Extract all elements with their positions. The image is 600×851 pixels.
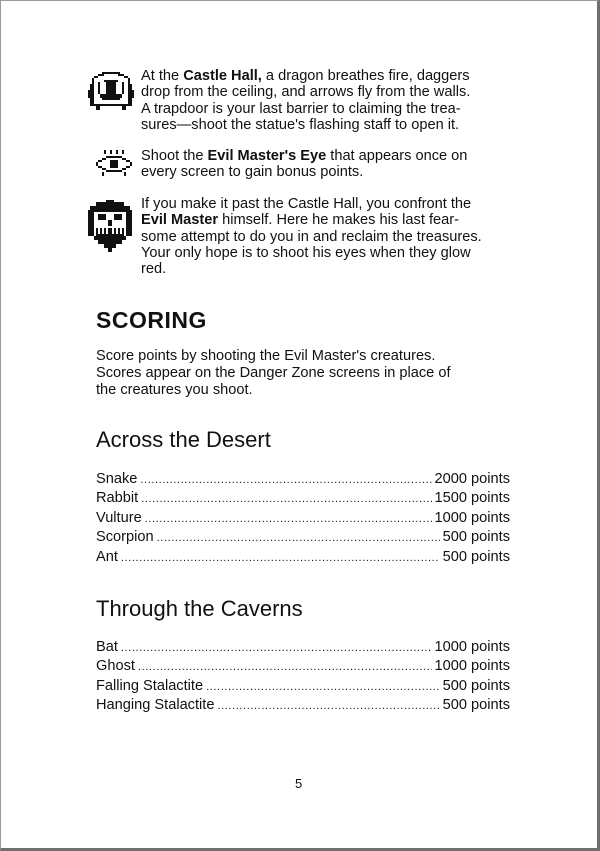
dot-leader (121, 639, 432, 657)
points-value: 1000 points (434, 639, 510, 655)
creature-name: Falling Stalactite (96, 677, 204, 694)
page-number: 5 (295, 776, 303, 791)
points-value: 500 points (442, 529, 510, 546)
score-row (96, 470, 510, 489)
creature-name: Vulture (96, 509, 142, 526)
evil-eye-text (141, 148, 521, 181)
points-value: 1000 points (434, 509, 510, 526)
intro-line: the creatures you shoot. (96, 382, 253, 398)
creature-name: Ghost (96, 658, 135, 675)
scoring-heading: SCORING (96, 307, 207, 333)
score-row (96, 528, 510, 547)
castle-hall-text (141, 68, 521, 133)
text-line: some attempt to do you in and reclaim the treasures. (141, 228, 482, 245)
text-line: At the Castle Hall, a dragon breathes fire, daggers (141, 68, 470, 84)
dot-leader (217, 697, 439, 715)
dot-leader (145, 510, 432, 528)
dot-leader (140, 471, 431, 489)
text-line: Evil Master himself. Here he makes his last fear- (141, 212, 459, 229)
intro-line: Scores appear on the Danger Zone screens in place of (96, 365, 451, 381)
score-list-desert (96, 470, 510, 567)
score-row (96, 677, 510, 696)
points-value: 2000 points (434, 471, 510, 487)
castle-hall-icon (88, 72, 134, 112)
score-list-caverns (96, 638, 510, 716)
dot-leader (121, 549, 440, 567)
score-row (96, 638, 510, 657)
intro-line: Score points by shooting the Evil Master's creatures. (96, 348, 436, 364)
text-line: Shoot the Evil Master's Eye that appears once on (141, 148, 468, 164)
score-row (96, 509, 510, 528)
creature-name: Hanging Stalactite (96, 697, 215, 714)
evil-master-text (141, 196, 521, 277)
score-row (96, 657, 510, 676)
creature-name: Rabbit (96, 490, 139, 507)
creature-name: Bat (96, 639, 118, 655)
score-row (96, 489, 510, 508)
section-title-desert: Across the Desert (96, 427, 271, 452)
creature-name: Ant (96, 548, 118, 565)
dot-leader (206, 678, 440, 696)
evil-master-icon (88, 200, 132, 252)
section-title-caverns: Through the Caverns (96, 596, 303, 621)
evil-eye-icon (96, 150, 132, 176)
text-line: Your only hope is to shoot his eyes when they glow (141, 244, 471, 261)
points-value: 1500 points (434, 490, 510, 507)
score-row (96, 548, 510, 567)
score-row (96, 696, 510, 715)
points-value: 500 points (442, 677, 510, 694)
dot-leader (157, 529, 440, 547)
creature-name: Scorpion (96, 529, 154, 546)
text-line: sures—shoot the statue's flashing staff to open it. (141, 116, 460, 133)
points-value: 500 points (442, 697, 510, 714)
dot-leader (138, 658, 432, 676)
scoring-intro (96, 348, 516, 399)
text-line: every screen to gain bonus points. (141, 164, 364, 181)
text-line: drop from the ceiling, and arrows fly from the walls. (141, 84, 471, 101)
text-line: red. (141, 261, 167, 278)
dot-leader (141, 490, 431, 508)
text-line: A trapdoor is your last barrier to claiming the trea- (141, 100, 461, 117)
text-line: If you make it past the Castle Hall, you confront the (141, 196, 472, 212)
points-value: 500 points (442, 548, 510, 565)
creature-name: Snake (96, 471, 138, 487)
points-value: 1000 points (434, 658, 510, 675)
